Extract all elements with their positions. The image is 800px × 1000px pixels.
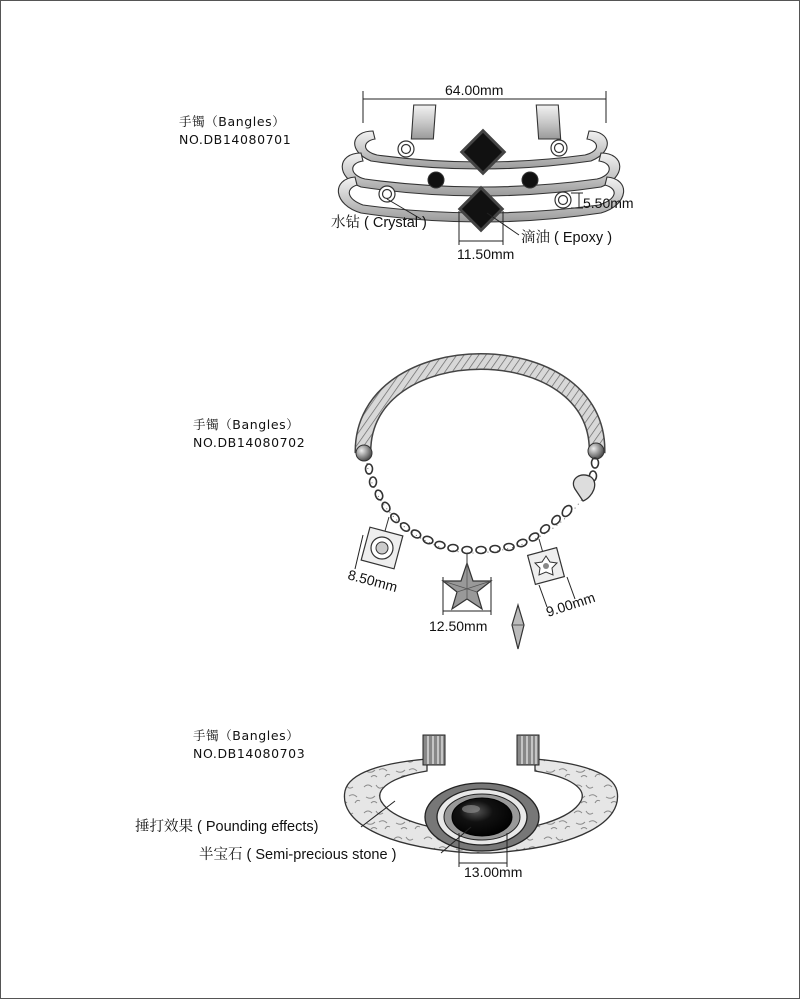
star-charm	[443, 553, 491, 609]
crystal-callout: 水钻 ( Crystal )	[331, 215, 427, 231]
dim-8-50-label: 8.50mm	[346, 566, 400, 595]
dim-11-50-label: 11.50mm	[457, 246, 515, 262]
product-1-name: 手镯（Bangles）	[179, 114, 286, 129]
dim-13-00-label: 13.00mm	[464, 864, 523, 880]
stone-callout: 半宝石 ( Semi-precious stone )	[199, 847, 397, 863]
pounding-callout: 捶打效果 ( Pounding effects)	[135, 819, 319, 835]
left-charm	[361, 517, 403, 569]
product-2-number: NO.DB14080702	[193, 435, 306, 450]
dim-5-50	[571, 193, 634, 211]
product-1-number: NO.DB14080701	[179, 132, 292, 147]
dim-9-00	[539, 577, 597, 620]
product-1-bangle	[338, 105, 623, 230]
epoxy-callout: 滴油 ( Epoxy )	[521, 230, 613, 246]
product-3-name: 手镯（Bangles）	[193, 728, 300, 743]
product-3	[135, 728, 618, 880]
product-3-bangle	[344, 735, 617, 853]
technical-drawing	[1, 1, 800, 1000]
product-2-name: 手镯（Bangles）	[193, 417, 300, 432]
star-side-view	[512, 605, 524, 649]
dim-5-50-label: 5.50mm	[583, 195, 634, 211]
right-charm	[528, 539, 565, 584]
product-2	[193, 362, 604, 650]
product-3-number: NO.DB14080703	[193, 746, 306, 761]
dim-64	[363, 82, 606, 123]
dim-12-50-label: 12.50mm	[429, 618, 488, 634]
dim-64-label: 64.00mm	[445, 82, 504, 98]
product-1	[179, 82, 634, 262]
dim-9-00-label: 9.00mm	[543, 589, 598, 620]
